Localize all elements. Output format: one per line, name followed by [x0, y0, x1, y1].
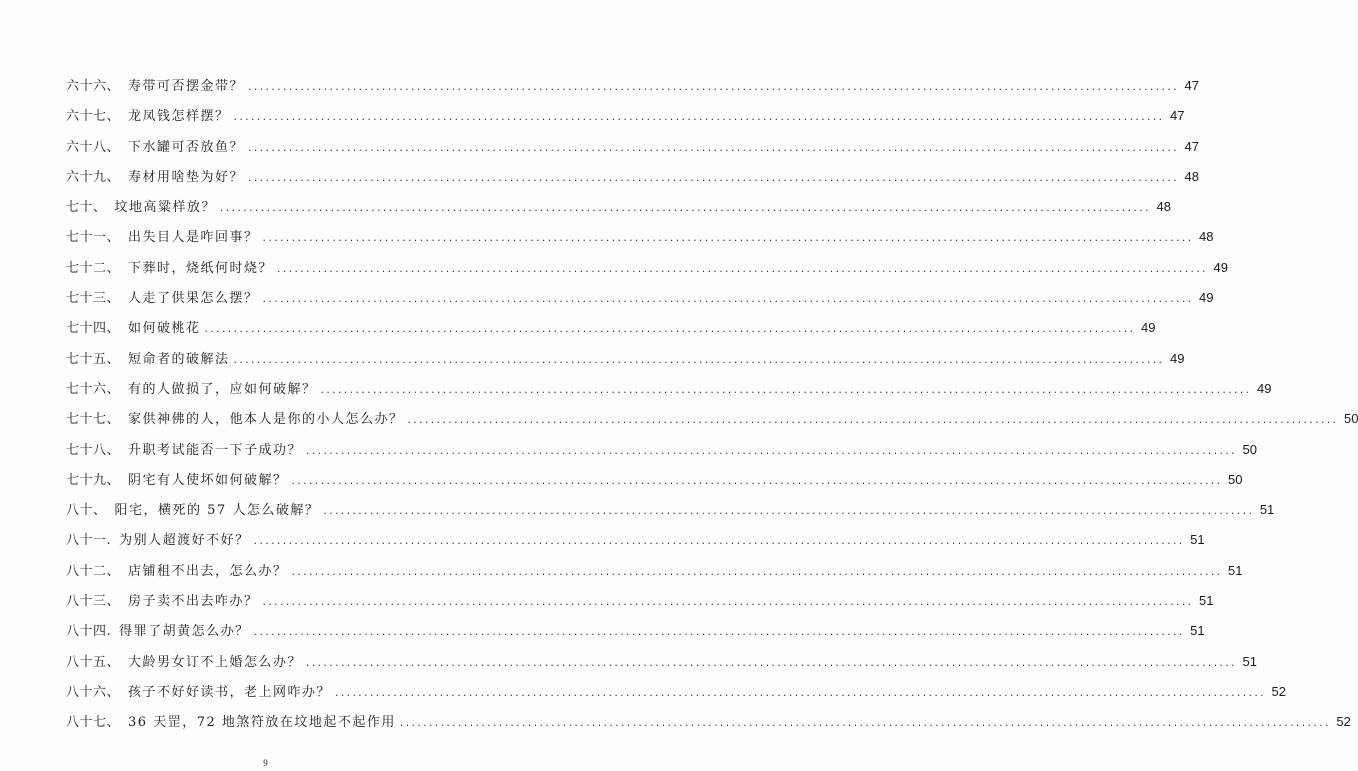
toc-entry — [66, 196, 1171, 226]
dot-leader: ................................................................................................................................................................ — [398, 719, 1330, 730]
toc-entry — [66, 378, 1272, 408]
toc-entry — [66, 136, 1199, 166]
toc-entry-page: 50 — [1242, 441, 1257, 457]
toc-entry-page: 47 — [1184, 78, 1199, 93]
toc-entry-number: 八十一. — [66, 533, 112, 549]
dot-leader: ................................................................................................................................................................ — [252, 537, 1184, 548]
toc-entry-title: 短命者的破解法 — [128, 351, 230, 367]
toc-entry-title: 得罪了胡黄怎么办？ — [119, 624, 250, 640]
toc-entry — [66, 651, 1257, 681]
toc-entry-page: 52 — [1336, 714, 1351, 730]
toc-entry-number: 八十四. — [66, 624, 112, 640]
page-number: 9 — [263, 758, 268, 768]
toc-entry-number: 八十二、 — [66, 563, 121, 579]
toc-entry-number: 八十、 — [66, 503, 107, 519]
dot-leader: ................................................................................................................................................................ — [247, 173, 1178, 184]
toc-entry — [66, 75, 1199, 105]
dot-leader: ................................................................................................................................................................ — [219, 204, 1150, 215]
toc-entry-title: 有的人做损了，应如何破解？ — [128, 381, 317, 397]
toc-entry-title: 下葬时，烧纸何时烧？ — [128, 260, 274, 276]
toc-entry-page: 49 — [1213, 259, 1228, 275]
dot-leader: ................................................................................................................................................................ — [290, 567, 1222, 578]
toc-entry-page: 51 — [1259, 502, 1275, 518]
toc-entry-title: 36 天罡，72 地煞符放在坟地起不起作用 — [128, 715, 396, 731]
dot-leader: ................................................................................................................................................................ — [247, 83, 1178, 93]
toc-entry — [66, 257, 1228, 287]
dot-leader: ................................................................................................................................................................ — [261, 598, 1193, 609]
toc-entry — [66, 105, 1185, 135]
toc-entry — [66, 226, 1214, 256]
toc-entry-number: 七十四、 — [66, 321, 121, 337]
toc-entry-number: 七十九、 — [66, 472, 121, 488]
toc-entry-page: 51 — [1199, 593, 1214, 609]
toc-entry-number: 八十七、 — [66, 715, 121, 731]
toc-entry-page: 49 — [1199, 290, 1214, 306]
toc-entry-page: 48 — [1156, 199, 1171, 215]
toc-entry-page: 50 — [1228, 471, 1243, 487]
dot-leader: ................................................................................................................................................................ — [252, 628, 1184, 639]
toc-entry-number: 八十六、 — [66, 684, 121, 700]
dot-leader: ................................................................................................................................................................ — [322, 507, 1254, 518]
toc-entry-number: 七十三、 — [66, 291, 121, 307]
dot-leader: ................................................................................................................................................................ — [232, 355, 1164, 366]
toc-entry-number: 七十八、 — [66, 442, 121, 458]
dot-leader: ................................................................................................................................................................ — [406, 416, 1338, 427]
toc-entry-number: 八十五、 — [66, 654, 121, 670]
toc-entry-page: 51 — [1190, 623, 1205, 639]
dot-leader: ................................................................................................................................................................ — [305, 446, 1236, 457]
toc-entry — [66, 287, 1214, 317]
toc-entry-title: 孩子不好好读书，老上网咋办？ — [128, 684, 332, 700]
toc-entry-title: 下水罐可否放鱼？ — [128, 139, 245, 155]
toc-entry-page: 48 — [1184, 168, 1199, 184]
toc-entry — [66, 166, 1199, 196]
toc-entry — [66, 560, 1243, 590]
dot-leader: ................................................................................................................................................................ — [305, 658, 1236, 669]
toc-entry-title: 如何破桃花 — [128, 321, 201, 337]
dot-leader: ................................................................................................................................................................ — [261, 295, 1193, 306]
toc-entry-page: 51 — [1228, 562, 1243, 578]
toc-entry-number: 七十二、 — [66, 260, 121, 276]
toc-entry-number: 六十七、 — [66, 109, 121, 125]
toc-entry-page: 47 — [1170, 108, 1185, 124]
toc-entry — [66, 439, 1257, 469]
toc-entry-title: 房子卖不出去咋办？ — [128, 594, 259, 610]
dot-leader: ................................................................................................................................................................ — [232, 113, 1164, 124]
toc-entry-page: 51 — [1190, 532, 1205, 548]
toc-entry-title: 家供神佛的人，他本人是你的小人怎么办？ — [128, 412, 404, 428]
toc-entry-number: 八十三、 — [66, 594, 121, 610]
toc-entry — [66, 590, 1214, 620]
toc-entry-page: 49 — [1170, 350, 1185, 366]
toc-entry-title: 坟地高粱样放？ — [114, 200, 217, 216]
toc-entry-page: 49 — [1257, 380, 1272, 396]
toc-entry — [66, 499, 1275, 529]
toc-entry — [66, 317, 1156, 347]
toc-entry-title: 寿材用啥垫为好？ — [128, 169, 245, 185]
toc-entry-title: 阳宅，横死的 57 人怎么破解？ — [114, 503, 320, 519]
toc-entry-page: 47 — [1184, 138, 1199, 154]
dot-leader: ................................................................................................................................................................ — [334, 688, 1265, 699]
toc-entry-page: 48 — [1199, 229, 1214, 245]
toc-entry-number: 七十一、 — [66, 230, 121, 246]
toc-entry-title: 大龄男女订不上婚怎么办？ — [128, 654, 303, 670]
toc-entry-title: 店铺租不出去，怎么办？ — [128, 563, 288, 579]
toc-entry — [66, 711, 1351, 741]
toc-entry-number: 七十五、 — [66, 351, 121, 367]
toc-list — [66, 75, 1358, 742]
toc-entry — [66, 620, 1205, 650]
toc-entry-number: 六十九、 — [66, 169, 121, 185]
toc-entry-number: 六十六、 — [66, 79, 121, 94]
dot-leader: ................................................................................................................................................................ — [261, 234, 1193, 245]
toc-entry-title: 阴宅有人使坏如何破解？ — [128, 472, 288, 488]
toc-entry-title: 寿带可否摆金带？ — [128, 79, 245, 94]
toc-entry-title: 升职考试能否一下子成功？ — [128, 442, 303, 458]
dot-leader: ................................................................................................................................................................ — [203, 325, 1135, 336]
toc-entry-page: 49 — [1141, 320, 1156, 336]
dot-leader: ................................................................................................................................................................ — [276, 264, 1207, 275]
toc-entry-page: 52 — [1271, 683, 1286, 699]
toc-entry-page: 51 — [1242, 653, 1257, 669]
toc-entry — [66, 408, 1358, 438]
toc-entry-number: 六十八、 — [66, 139, 121, 155]
toc-entry-title: 出失目人是咋回事？ — [128, 230, 259, 246]
dot-leader: ................................................................................................................................................................ — [290, 476, 1222, 487]
toc-entry-page: 50 — [1344, 411, 1358, 427]
toc-entry — [66, 348, 1185, 378]
toc-entry — [66, 469, 1243, 499]
toc-entry-number: 七十、 — [66, 200, 107, 216]
toc-entry-title: 为别人超渡好不好？ — [119, 533, 250, 549]
table-of-contents — [66, 75, 1358, 742]
toc-entry — [66, 681, 1286, 711]
toc-entry-title: 人走了供果怎么摆？ — [128, 291, 259, 307]
dot-leader: ................................................................................................................................................................ — [319, 385, 1251, 396]
toc-entry-title: 龙凤钱怎样摆？ — [128, 109, 230, 125]
toc-entry-number: 七十七、 — [66, 412, 121, 428]
dot-leader: ................................................................................................................................................................ — [247, 143, 1178, 154]
toc-entry — [66, 529, 1205, 559]
toc-entry-number: 七十六、 — [66, 381, 121, 397]
